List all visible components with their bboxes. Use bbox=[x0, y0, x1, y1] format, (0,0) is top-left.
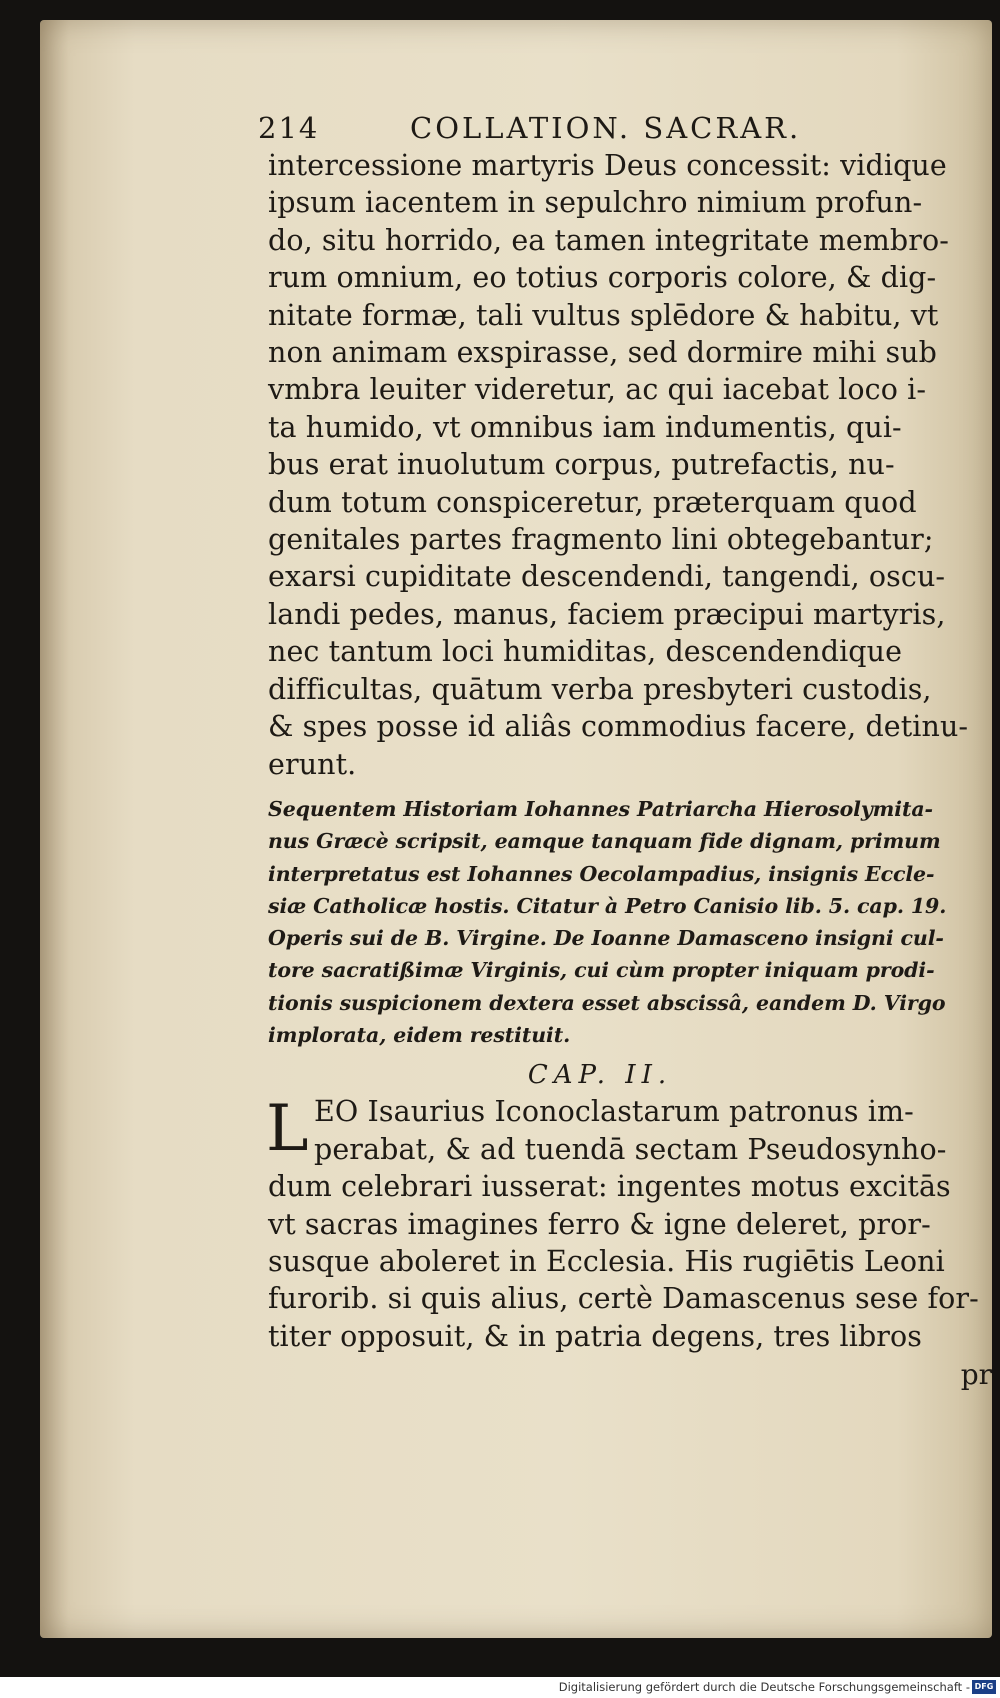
body-line: do, situ horrido, ea tamen integritate membro- bbox=[268, 223, 949, 257]
body-line: perabat, & ad tuendā sectam Pseudosynho- bbox=[314, 1132, 947, 1166]
running-title: COLLATION. SACRAR. bbox=[410, 111, 802, 145]
body-line: exarsi cupiditate descendendi, tangendi, oscu- bbox=[268, 560, 946, 594]
body-line: dum celebrari iusserat: ingentes motus excitās bbox=[268, 1170, 951, 1204]
note-line: tionis suspicionem dextera esset abscissâ, eandem D. Virgo bbox=[268, 990, 946, 1015]
note-line: tore sacratißimæ Virginis, cui cùm propter iniquam prodi- bbox=[268, 958, 935, 983]
catchword: pr bbox=[960, 1358, 992, 1392]
note-line: nus Græcè scripsit, eamque tanquam fide dignam, primum bbox=[268, 829, 941, 854]
chapter-heading: CAP. II. bbox=[527, 1060, 673, 1091]
body-paragraph bbox=[268, 147, 992, 783]
body-line: ipsum iacentem in sepulchro nimium profun- bbox=[268, 186, 923, 220]
note-line: interpretatus est Iohannes Oecolampadius, insignis Eccle- bbox=[268, 861, 935, 886]
body-line: landi pedes, manus, faciem præcipui martyris, bbox=[268, 597, 946, 631]
note-line: Sequentem Historiam Iohannes Patriarcha Hierosolymita- bbox=[268, 796, 933, 821]
body-line: furorib. si quis alius, certè Damascenus sese for- bbox=[268, 1282, 979, 1316]
body-line: dum totum conspiceretur, præterquam quod bbox=[268, 485, 917, 519]
dfg-logo-icon: DFG bbox=[972, 1680, 996, 1694]
body-line: ta humido, vt omnibus iam indumentis, qui- bbox=[268, 410, 902, 444]
body-line: difficultas, quātum verba presbyteri custodis, bbox=[268, 672, 932, 706]
body-line: susque aboleret in Ecclesia. His rugiētis Leoni bbox=[268, 1244, 945, 1278]
body-line: vt sacras imagines ferro & igne deleret, pror- bbox=[268, 1207, 931, 1241]
body-line: intercessione martyris Deus concessit: vidique bbox=[268, 149, 947, 182]
page-text bbox=[258, 105, 992, 1395]
body-line: EO Isaurius Iconoclastarum patronus im- bbox=[314, 1095, 914, 1129]
body-line: genitales partes fragmento lini obtegebantur; bbox=[268, 523, 934, 557]
body-line: bus erat inuolutum corpus, putrefactis, nu- bbox=[268, 448, 895, 482]
body-line: rum omnium, eo totius corporis colore, & dig- bbox=[268, 261, 937, 295]
body-line: erunt. bbox=[268, 747, 357, 781]
note-line: implorata, eidem restituit. bbox=[268, 1022, 571, 1047]
body-line: nec tantum loci humiditas, descendendique bbox=[268, 635, 903, 669]
body-line: titer opposuit, & in patria degens, tres libros bbox=[268, 1319, 923, 1353]
funding-credit: Digitalisierung gefördert durch die Deutsche Forschungsgemeinschaft - bbox=[558, 1680, 970, 1694]
note-line: Operis sui de B. Virgine. De Ioanne Damasceno insigni cul- bbox=[268, 926, 944, 951]
digitization-footer bbox=[0, 1677, 1000, 1698]
body-line: vmbra leuiter videretur, ac qui iacebat loco i- bbox=[268, 373, 927, 407]
italic-summary-note bbox=[268, 793, 992, 1051]
body-line: & spes posse id aliâs commodius facere, detinu- bbox=[268, 710, 969, 744]
chapter-paragraph bbox=[268, 1093, 992, 1395]
drop-capital: L bbox=[266, 1092, 309, 1167]
page-number: 214 bbox=[258, 111, 320, 145]
note-line: siæ Catholicæ hostis. Citatur à Petro Canisio lib. 5. cap. 19. bbox=[268, 893, 947, 918]
body-line: nitate formæ, tali vultus splēdore & habitu, vt bbox=[268, 298, 939, 332]
body-line: non animam exspirasse, sed dormire mihi sub bbox=[268, 336, 937, 370]
running-head bbox=[258, 105, 992, 147]
